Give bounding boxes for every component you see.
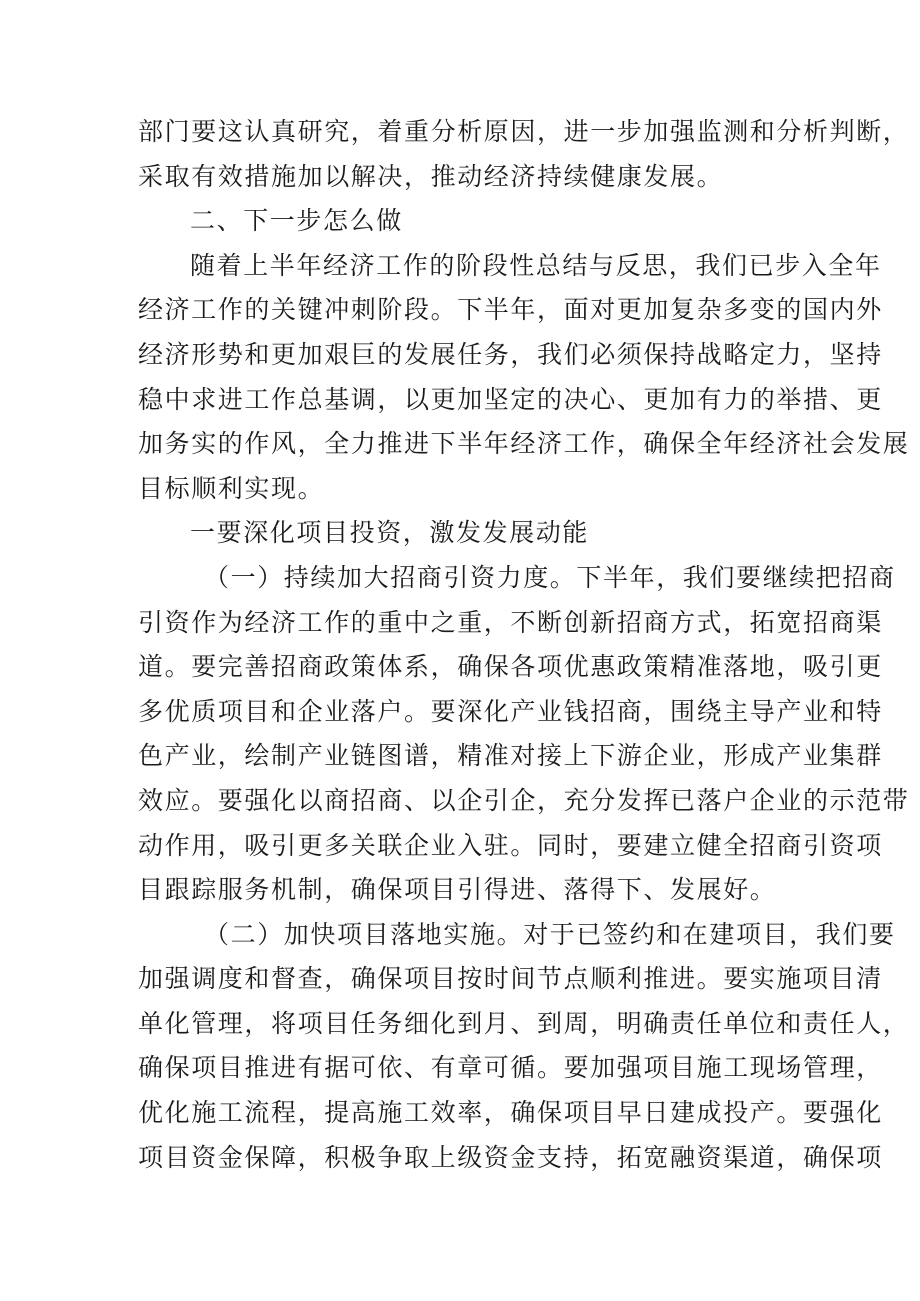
text-line: 目跟踪服务机制，确保项目引得进、落得下、发展好。 bbox=[138, 875, 777, 905]
text-line: 动作用，吸引更多关联企业入驻。同时，要建立健全招商引资项 bbox=[138, 830, 883, 860]
section-heading: 二、下一步怎么做 bbox=[190, 206, 403, 236]
text-line: 目标顺利实现。 bbox=[138, 473, 325, 503]
document-body bbox=[138, 110, 910, 1180]
text-line: 项目资金保障，积极争取上级资金支持，拓宽融资渠道，确保项 bbox=[138, 1142, 883, 1172]
text-line: 加务实的作风，全力推进下半年经济工作，确保全年经济社会发展 bbox=[138, 429, 910, 459]
text-line: 优化施工流程，提高施工效率，确保项目早日建成投产。要强化 bbox=[138, 1098, 883, 1128]
text-line: 多优质项目和企业落户。要深化产业钱招商，围绕主导产业和特 bbox=[138, 696, 883, 726]
text-line: （二）加快项目落地实施。对于已签约和在建项目，我们要 bbox=[204, 919, 896, 949]
text-line: 确保项目推进有据可依、有章可循。要加强项目施工现场管理， bbox=[138, 1053, 883, 1083]
text-line: 随着上半年经济工作的阶段性总结与反思，我们已步入全年 bbox=[190, 250, 882, 280]
text-line: 采取有效措施加以解决，推动经济持续健康发展。 bbox=[138, 161, 724, 191]
text-line: 稳中求进工作总基调，以更加坚定的决心、更加有力的举措、更 bbox=[138, 384, 883, 414]
text-line: （一）持续加大招商引资力度。下半年，我们要继续把招商 bbox=[204, 562, 896, 592]
text-line: 引资作为经济工作的重中之重，不断创新招商方式，拓宽招商渠 bbox=[138, 607, 883, 637]
text-line: 加强调度和督查，确保项目按时间节点顺利推进。要实施项目清 bbox=[138, 964, 883, 994]
text-line: 道。要完善招商政策体系，确保各项优惠政策精准落地，吸引更 bbox=[138, 652, 883, 682]
text-line: 色产业，绘制产业链图谱，精准对接上下游企业，形成产业集群 bbox=[138, 741, 883, 771]
text-line: 部门要这认真研究，着重分析原因，进一步加强监测和分析判断， bbox=[138, 117, 910, 146]
text-line: 效应。要强化以商招商、以企引企，充分发挥已落户企业的示范带 bbox=[138, 785, 910, 815]
text-line: 经济形势和更加艰巨的发展任务，我们必须保持战略定力，坚持 bbox=[138, 339, 883, 369]
subsection-heading: 一要深化项目投资，激发发展动能 bbox=[190, 518, 590, 548]
text-line: 单化管理，将项目任务细化到月、到周，明确责任单位和责任人， bbox=[138, 1008, 910, 1038]
text-line: 经济工作的关键冲刺阶段。下半年，面对更加复杂多变的国内外 bbox=[138, 295, 883, 325]
